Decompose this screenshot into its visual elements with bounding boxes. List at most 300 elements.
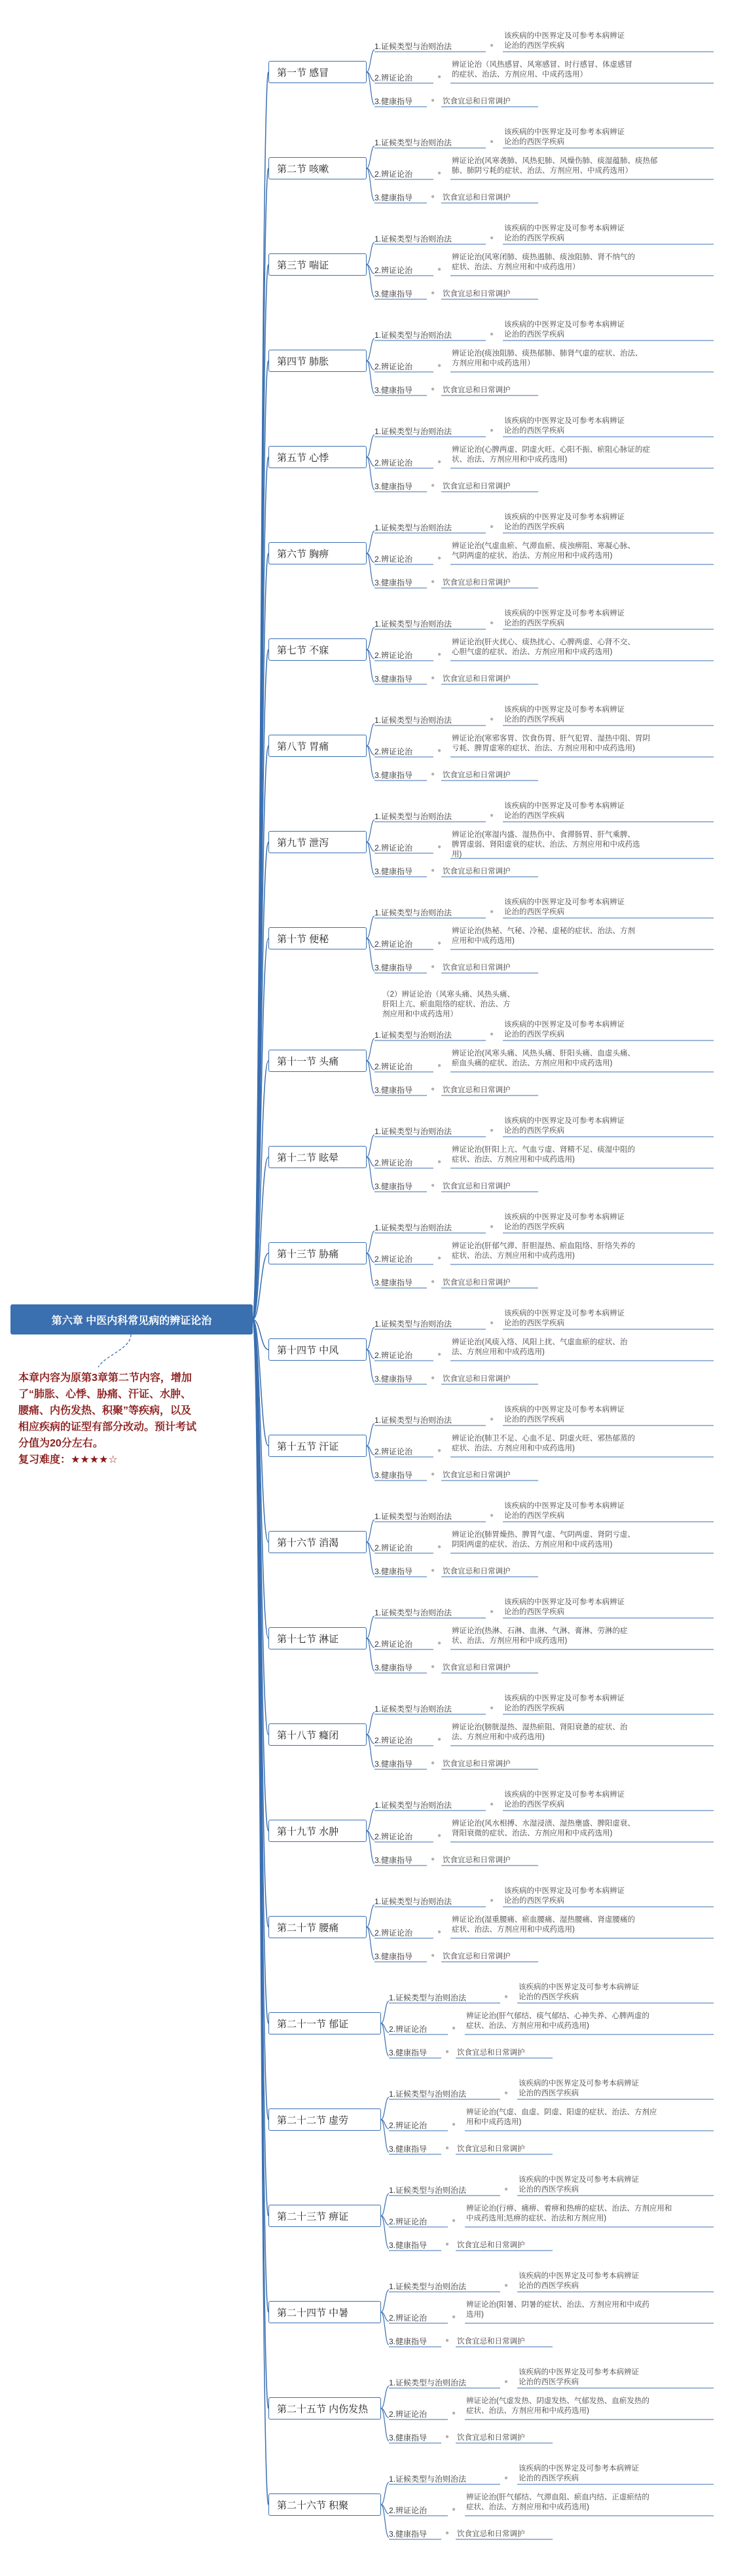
dot-separator: ● — [431, 1278, 435, 1285]
syndrome-label[interactable]: 2.辨证论治 — [374, 1062, 413, 1071]
disease-reference-line: 论治的西医学疾病 — [504, 1416, 564, 1424]
description-line: 脾胃虚弱、肾阳虚衰的症状、治法、方剂应用和中成药选 — [452, 841, 640, 849]
description-line: 用) — [452, 851, 462, 858]
section-node[interactable]: 第二节 咳嗽 — [268, 157, 367, 179]
section-node[interactable]: 第十五节 汗证 — [268, 1435, 367, 1457]
section-node[interactable]: 第二十三节 痹证 — [268, 2205, 381, 2227]
health-label[interactable]: 3.健康指导 — [374, 771, 413, 780]
health-label[interactable]: 3.健康指导 — [374, 1278, 413, 1287]
dot-separator: ● — [452, 2121, 456, 2128]
dot-separator: ● — [504, 2282, 509, 2289]
pre-note-line: 剂应用和中成药选用） — [382, 1010, 458, 1018]
connector — [367, 531, 374, 553]
connector — [367, 1905, 374, 1927]
dot-separator: ● — [490, 716, 494, 723]
dot-separator: ● — [452, 2217, 456, 2224]
disease-reference-line: 论治的西医学疾病 — [519, 1993, 579, 2001]
connector — [367, 820, 374, 842]
syndrome-label[interactable]: 2.辨证论治 — [374, 843, 413, 853]
description-line: 辨证论治(热淋、石淋、血淋、气淋、膏淋、劳淋的症 — [452, 1627, 628, 1635]
syndrome-label[interactable]: 2.辨证论治 — [389, 2025, 428, 2034]
disease-reference — [504, 705, 625, 725]
connector — [367, 1542, 374, 1551]
dot-separator: ● — [437, 940, 442, 947]
section-node[interactable]: 第二十节 腰痛 — [268, 1916, 367, 1938]
health-label[interactable]: 3.健康指导 — [374, 674, 413, 684]
health-label[interactable]: 3.健康指导 — [389, 2433, 428, 2442]
description-line: 辨证论治(肝阳上亢、气血亏虚、肾精不足、痰湿中阻的 — [452, 1146, 635, 1154]
description-line: 辨证论治(肝火扰心、痰热扰心、心脾两虚、心肾不交、 — [452, 638, 635, 646]
description-line: 症状、治法、方剂应用和中成药选用） — [452, 263, 580, 271]
dot-separator: ● — [504, 2378, 509, 2385]
disease-reference — [504, 320, 625, 340]
diet-guidance: 饮食宜忌和日常调护 — [443, 194, 511, 202]
classification-label[interactable]: 1.证候类型与治则治法 — [374, 1127, 452, 1136]
connector — [381, 2120, 389, 2129]
section-node[interactable]: 第三节 喘证 — [268, 253, 367, 276]
classification-label[interactable]: 1.证候类型与治则治法 — [374, 716, 452, 725]
disease-reference-line: 论治的西医学疾病 — [504, 523, 564, 531]
connector — [253, 265, 268, 1319]
classification-label[interactable]: 1.证候类型与治则治法 — [374, 1704, 452, 1714]
disease-reference — [504, 128, 625, 147]
disease-reference-line: 该疾病的中医界定及可参考本病辨证 — [504, 1695, 625, 1702]
classification-label[interactable]: 1.证候类型与治则治法 — [389, 2378, 467, 2387]
disease-reference-line: 该疾病的中医界定及可参考本病辨证 — [504, 1310, 625, 1317]
connector — [253, 457, 268, 1319]
connector — [253, 650, 268, 1319]
description-line: 症状、治法、方剂应用和中成药选用) — [452, 1926, 575, 1934]
connector — [381, 2505, 389, 2537]
connector — [381, 2120, 389, 2152]
syndrome-description — [452, 1627, 627, 1646]
description-line: 辨证论治(寒湿内盛、湿热伤中、食滞肠胃、肝气乘脾、 — [452, 831, 635, 839]
syndrome-label[interactable]: 2.辨证论治 — [374, 940, 413, 949]
connector — [367, 1157, 374, 1166]
connector — [381, 2408, 389, 2441]
diet-guidance: 饮食宜忌和日常调护 — [443, 1953, 511, 1960]
description-line: 辨证论治(肺卫不足、心血不足、阴虚火旺、邪热郁蒸的 — [452, 1435, 635, 1443]
syndrome-label[interactable]: 2.辨证论治 — [374, 747, 413, 756]
syndrome-label[interactable]: 2.辨证论治 — [374, 1255, 413, 1264]
diet-guidance: 饮食宜忌和日常调护 — [443, 386, 511, 394]
syndrome-label[interactable]: 2.辨证论治 — [374, 1447, 413, 1456]
classification-label[interactable]: 1.证候类型与治则治法 — [374, 1319, 452, 1329]
disease-reference-line: 该疾病的中医界定及可参考本病辨证 — [504, 1021, 625, 1029]
connector — [253, 1319, 268, 1350]
section-node[interactable]: 第十七节 淋证 — [268, 1627, 367, 1649]
section-node[interactable]: 第十四节 中风 — [268, 1338, 367, 1361]
syndrome-description — [452, 253, 635, 272]
health-label[interactable]: 3.健康指导 — [374, 482, 413, 491]
syndrome-label[interactable]: 2.辨证论治 — [374, 1736, 413, 1745]
disease-reference-line: 该疾病的中医界定及可参考本病辨证 — [504, 1213, 625, 1221]
classification-label[interactable]: 1.证候类型与治则治法 — [389, 2186, 467, 2195]
syndrome-label[interactable]: 2.辨证论治 — [374, 1640, 413, 1649]
description-line: 法、方剂应用和中成药选用) — [452, 1733, 545, 1741]
health-label[interactable]: 3.健康指导 — [389, 2048, 428, 2057]
health-label[interactable]: 3.健康指导 — [374, 1856, 413, 1865]
diet-guidance: 饮食宜忌和日常调护 — [443, 1279, 511, 1287]
description-line: 辨证论治(肝气郁结、痰气郁结、心神失养、心脾两虚的 — [466, 2012, 649, 2020]
description-line: 选用) — [466, 2311, 484, 2319]
connector — [367, 1061, 374, 1070]
health-label[interactable]: 3.健康指导 — [374, 1374, 413, 1384]
syndrome-label[interactable]: 2.辨证论治 — [374, 266, 413, 275]
connector — [381, 2290, 389, 2312]
health-label[interactable]: 3.健康指导 — [374, 193, 413, 202]
syndrome-description — [452, 638, 635, 657]
syndrome-description — [452, 1530, 635, 1550]
dot-separator: ● — [490, 1897, 494, 1904]
connector — [367, 242, 374, 265]
disease-reference — [519, 2368, 639, 2387]
disease-reference-line: 论治的西医学疾病 — [519, 2282, 579, 2290]
description-line: 辨证论治(风寒袭肺、风热犯肺、风燥伤肺、痰湿蕴肺、痰热郁 — [452, 157, 658, 165]
connector — [367, 938, 374, 948]
section-node[interactable]: 第四节 肺胀 — [268, 350, 367, 372]
health-label[interactable]: 3.健康指导 — [374, 289, 413, 299]
description-line: 症状、治法、方剂应用和中成药选用) — [466, 2503, 589, 2511]
classification-label[interactable]: 1.证候类型与治则治法 — [374, 138, 452, 147]
description-line: 瘀血头痛的症状、治法、方剂应用和中成药选用) — [452, 1059, 613, 1067]
syndrome-description — [452, 830, 640, 860]
connector — [367, 1350, 374, 1359]
connector — [367, 168, 374, 177]
description-line: 辨证论治(风水相搏、水湿浸渍、湿热壅盛、脾阳虚衰、 — [452, 1820, 635, 1828]
section-node[interactable]: 第十八节 癃闭 — [268, 1723, 367, 1746]
syndrome-label[interactable]: 2.辨证论治 — [374, 73, 413, 83]
connector — [367, 1253, 374, 1262]
connector — [367, 1424, 374, 1446]
description-line: 辨证论治(寒邪客胃、饮食伤胃、肝气犯胃、湿热中阻、胃阴 — [452, 735, 650, 743]
description-line: 症状、治法、方剂应用和中成药选用) — [466, 2407, 589, 2415]
disease-reference — [504, 31, 625, 51]
health-label[interactable]: 3.健康指导 — [374, 963, 413, 972]
section-node[interactable]: 第十三节 胁痛 — [268, 1242, 367, 1264]
section-node[interactable]: 第十九节 水肿 — [268, 1820, 367, 1842]
connector — [367, 435, 374, 457]
description-line: 辨证论治（风热感冒、风寒感冒、时行感冒、体虚感冒 — [452, 61, 632, 69]
syndrome-label[interactable]: 2.辨证论治 — [389, 2313, 428, 2323]
dot-separator: ● — [445, 2433, 450, 2440]
description-line: 气阴两虚的症状、治法、方剂应用和中成药选用) — [452, 552, 613, 560]
health-label[interactable]: 3.健康指导 — [374, 1663, 413, 1672]
diet-guidance: 饮食宜忌和日常调护 — [457, 2049, 525, 2057]
classification-label[interactable]: 1.证候类型与治则治法 — [374, 1031, 452, 1040]
section-node[interactable]: 第二十四节 中暑 — [268, 2301, 381, 2323]
disease-reference-line: 该疾病的中医界定及可参考本病辨证 — [504, 1887, 625, 1895]
syndrome-label[interactable]: 2.辨证论治 — [389, 2217, 428, 2226]
connector — [367, 938, 374, 971]
connector — [367, 1809, 374, 1831]
connector — [367, 361, 374, 370]
syndrome-label[interactable]: 2.辨证论治 — [374, 1158, 413, 1168]
pre-note-line: 肝阳上亢、瘀血阻络的症状、治法、方 — [382, 1001, 511, 1008]
syndrome-description — [452, 1242, 635, 1261]
dot-separator: ● — [490, 1127, 494, 1134]
syndrome-label[interactable]: 2.辨证论治 — [374, 1928, 413, 1938]
diet-guidance: 饮食宜忌和日常调护 — [443, 483, 511, 490]
health-label[interactable]: 3.健康指导 — [374, 1759, 413, 1769]
connector — [367, 650, 374, 659]
classification-label[interactable]: 1.证候类型与治则治法 — [374, 619, 452, 629]
classification-label[interactable]: 1.证候类型与治则治法 — [374, 812, 452, 821]
dot-separator: ● — [490, 1031, 494, 1038]
dot-separator: ● — [490, 1223, 494, 1230]
connector — [253, 1253, 268, 1319]
connector — [381, 2408, 389, 2418]
syndrome-label[interactable]: 2.辨证论治 — [374, 170, 413, 179]
note-line: 复习难度：★★★★☆ — [18, 1454, 118, 1465]
connector — [367, 50, 374, 72]
disease-reference-line: 该疾病的中医界定及可参考本病辨证 — [519, 2176, 639, 2184]
syndrome-label[interactable]: 2.辨证论治 — [374, 555, 413, 564]
description-line: 辨证论治(肝郁气滞、肝胆湿热、瘀血阻络、肝络失养的 — [452, 1242, 635, 1250]
connector — [367, 339, 374, 361]
disease-reference-line: 论治的西医学疾病 — [504, 1512, 564, 1520]
syndrome-description — [452, 734, 650, 754]
disease-reference — [504, 513, 625, 532]
disease-reference — [504, 1213, 625, 1232]
syndrome-label[interactable]: 2.辨证论治 — [389, 2410, 428, 2419]
diet-guidance: 饮食宜忌和日常调护 — [443, 98, 511, 105]
dot-separator: ● — [437, 1062, 442, 1069]
section-node[interactable]: 第十二节 眩晕 — [268, 1146, 367, 1168]
disease-reference-line: 该疾病的中医界定及可参考本病辨证 — [504, 225, 625, 232]
health-label[interactable]: 3.健康指导 — [389, 2530, 428, 2539]
classification-label[interactable]: 1.证候类型与治则治法 — [374, 1223, 452, 1232]
description-line: 症状、治法、方剂应用和中成药选用) — [452, 1156, 575, 1164]
syndrome-description — [452, 1049, 635, 1069]
classification-label[interactable]: 1.证候类型与治则治法 — [374, 42, 452, 51]
section-node[interactable]: 第十节 便秘 — [268, 927, 367, 949]
syndrome-description — [452, 1434, 635, 1454]
classification-label[interactable]: 1.证候类型与治则治法 — [374, 427, 452, 436]
disease-reference — [504, 1405, 625, 1425]
syndrome-description — [452, 445, 650, 465]
disease-reference-line: 论治的西医学疾病 — [504, 619, 564, 627]
connector — [381, 2386, 389, 2408]
dot-separator: ● — [445, 2241, 450, 2248]
pre-note-line: （2）辨证论治（风寒头痛、风热头痛、 — [382, 991, 515, 999]
diet-guidance: 饮食宜忌和日常调护 — [457, 2241, 525, 2249]
dot-separator: ● — [437, 1447, 442, 1454]
disease-reference-line: 论治的西医学疾病 — [504, 1031, 564, 1039]
dot-separator: ● — [490, 1704, 494, 1712]
health-label[interactable]: 3.健康指导 — [374, 1086, 413, 1095]
disease-reference-line: 论治的西医学疾病 — [504, 234, 564, 242]
syndrome-description — [452, 1338, 627, 1357]
disease-reference-line: 论治的西医学疾病 — [504, 908, 564, 916]
disease-reference-line: 该疾病的中医界定及可参考本病辨证 — [519, 2080, 639, 2088]
description-line: 亏耗、脾胃虚寒的症状、治法、方剂应用和中成药选用) — [452, 745, 635, 752]
disease-reference — [504, 898, 625, 917]
connector — [253, 168, 268, 1319]
syndrome-description — [452, 1819, 635, 1839]
disease-reference-line: 该疾病的中医界定及可参考本病辨证 — [504, 706, 625, 714]
health-label[interactable]: 3.健康指导 — [374, 578, 413, 587]
section-node[interactable]: 第七节 不寐 — [268, 638, 367, 661]
connector — [367, 168, 374, 201]
dot-separator: ● — [445, 2530, 450, 2537]
connector — [381, 2482, 389, 2505]
description-line: 症状、治法、方剂应用和中成药选用) — [452, 1444, 575, 1452]
dot-separator: ● — [490, 1608, 494, 1615]
disease-reference — [504, 224, 625, 244]
connector — [253, 1061, 268, 1319]
classification-label[interactable]: 1.证候类型与治则治法 — [374, 908, 452, 917]
classification-label[interactable]: 1.证候类型与治则治法 — [374, 1416, 452, 1425]
connector — [367, 1616, 374, 1638]
diet-guidance: 饮食宜忌和日常调护 — [457, 2434, 525, 2442]
description-line: 状、治法、方剂应用和中成药选用) — [452, 1637, 568, 1645]
section-node[interactable]: 第六节 胸痹 — [268, 542, 367, 564]
connector — [381, 2505, 389, 2514]
dot-separator: ● — [431, 1856, 435, 1863]
disease-reference-line: 论治的西医学疾病 — [504, 138, 564, 146]
dot-separator: ● — [431, 1663, 435, 1670]
connector — [253, 938, 268, 1319]
classification-label[interactable]: 1.证候类型与治则治法 — [389, 2089, 467, 2099]
syndrome-label[interactable]: 2.辨证论治 — [374, 1543, 413, 1553]
classification-label[interactable]: 1.证候类型与治则治法 — [374, 1512, 452, 1521]
dot-separator: ● — [445, 2048, 450, 2055]
description-line: 辨证论治(风寒闭肺、痰热遏肺、痰浊阻肺、肾不纳气的 — [452, 253, 635, 261]
pre-note — [382, 990, 515, 1020]
connector — [367, 72, 374, 81]
disease-reference-line: 该疾病的中医界定及可参考本病辨证 — [504, 321, 625, 329]
dot-separator: ● — [431, 289, 435, 297]
syndrome-description — [466, 2397, 649, 2416]
dot-separator: ● — [437, 843, 442, 851]
connector — [367, 1735, 374, 1744]
description-line: 辨证论治(行痹、痛痹、着痹和热痹的症状、治法、方剂应用和 — [466, 2205, 672, 2213]
description-line: 辨证论治(热秘、气秘、冷秘、虚秘的症状、治法、方剂 — [452, 927, 635, 935]
disease-reference-line: 该疾病的中医界定及可参考本病辨证 — [504, 32, 625, 40]
dot-separator: ● — [490, 1416, 494, 1423]
description-line: 辨证论治(膀胱湿热、湿热瘀阻、肾阳衰惫的症状、治 — [452, 1723, 628, 1731]
section-node[interactable]: 第二十一节 郁证 — [268, 2012, 381, 2034]
dot-separator: ● — [431, 1952, 435, 1959]
syndrome-label[interactable]: 2.辨证论治 — [374, 1832, 413, 1841]
dot-separator: ● — [452, 2410, 456, 2417]
classification-label[interactable]: 1.证候类型与治则治法 — [389, 1993, 467, 2002]
syndrome-description — [452, 927, 635, 946]
dot-separator: ● — [431, 674, 435, 682]
health-label[interactable]: 3.健康指导 — [374, 867, 413, 876]
syndrome-label[interactable]: 2.辨证论治 — [374, 651, 413, 660]
classification-label[interactable]: 1.证候类型与治则治法 — [374, 523, 452, 532]
section-node[interactable]: 第十一节 头痛 — [268, 1050, 367, 1072]
classification-label[interactable]: 1.证候类型与治则治法 — [374, 1608, 452, 1617]
health-label[interactable]: 3.健康指导 — [374, 97, 413, 106]
dot-separator: ● — [431, 1471, 435, 1478]
connector — [253, 842, 268, 1319]
health-label[interactable]: 3.健康指导 — [374, 1471, 413, 1480]
dot-separator: ● — [490, 523, 494, 530]
syndrome-label[interactable]: 2.辨证论治 — [374, 458, 413, 468]
disease-reference-line: 论治的西医学疾病 — [504, 1704, 564, 1712]
description-line: 法、方剂应用和中成药选用) — [452, 1348, 545, 1356]
note-line: 分值为20分左右。 — [18, 1438, 103, 1449]
dot-separator: ● — [431, 867, 435, 874]
connector — [367, 1446, 374, 1479]
syndrome-label[interactable]: 2.辨证论治 — [374, 1351, 413, 1360]
connector — [367, 627, 374, 650]
section-node[interactable]: 第九节 泄泻 — [268, 831, 367, 853]
section-node[interactable]: 第二十五节 内伤发热 — [268, 2397, 381, 2420]
disease-reference-line: 论治的西医学疾病 — [519, 2089, 579, 2097]
dot-separator: ● — [452, 2313, 456, 2321]
health-label[interactable]: 3.健康指导 — [389, 2241, 428, 2250]
disease-reference-line: 该疾病的中医界定及可参考本病辨证 — [504, 802, 625, 810]
health-label[interactable]: 3.健康指导 — [374, 1567, 413, 1576]
description-line: 状、治法、方剂应用和中成药选用) — [452, 456, 568, 464]
syndrome-label[interactable]: 2.辨证论治 — [374, 362, 413, 371]
connector — [253, 1319, 268, 2312]
diet-guidance: 饮食宜忌和日常调护 — [443, 1086, 511, 1094]
section-node[interactable]: 第二十六节 积聚 — [268, 2493, 381, 2516]
classification-label[interactable]: 1.证候类型与治则治法 — [374, 331, 452, 340]
connector — [253, 1319, 268, 1638]
disease-reference-line: 该疾病的中医界定及可参考本病辨证 — [504, 1117, 625, 1125]
note-line: 腰痛、内伤发热、积聚”等疾病，以及 — [18, 1405, 192, 1416]
diet-guidance: 饮食宜忌和日常调护 — [443, 1183, 511, 1190]
health-label[interactable]: 3.健康指导 — [389, 2144, 428, 2154]
connector — [367, 1542, 374, 1575]
dot-separator: ● — [504, 2186, 509, 2193]
dot-separator: ● — [504, 2475, 509, 2482]
syndrome-description — [452, 1723, 627, 1742]
dot-separator: ● — [490, 908, 494, 915]
dot-separator: ● — [431, 1374, 435, 1382]
root-topic[interactable]: 第六章 中医内科常见病的辨证论治 — [10, 1304, 253, 1334]
description-line: 肾阳衰微的症状、治法、方剂应用和中成药选用) — [452, 1830, 613, 1837]
dot-separator: ● — [437, 747, 442, 754]
dot-separator: ● — [431, 386, 435, 393]
disease-reference — [504, 1020, 625, 1040]
section-node[interactable]: 第一节 感冒 — [268, 61, 367, 83]
classification-label[interactable]: 1.证候类型与治则治法 — [374, 1897, 452, 1906]
disease-reference-line: 该疾病的中医界定及可参考本病辨证 — [519, 2272, 639, 2280]
connector — [367, 724, 374, 746]
classification-label[interactable]: 1.证候类型与治则治法 — [389, 2282, 467, 2291]
section-node[interactable]: 第五节 心悸 — [268, 446, 367, 468]
classification-label[interactable]: 1.证候类型与治则治法 — [374, 234, 452, 244]
section-node[interactable]: 第八节 胃痛 — [268, 735, 367, 757]
health-label[interactable]: 3.健康指导 — [374, 1952, 413, 1961]
disease-reference — [504, 1309, 625, 1329]
dot-separator: ● — [431, 1567, 435, 1574]
connector — [367, 650, 374, 682]
syndrome-label[interactable]: 2.辨证论治 — [389, 2121, 428, 2130]
health-label[interactable]: 3.健康指导 — [374, 386, 413, 395]
dot-separator: ● — [437, 1928, 442, 1936]
classification-label[interactable]: 1.证候类型与治则治法 — [389, 2475, 467, 2484]
disease-reference-line: 该疾病的中医界定及可参考本病辨证 — [504, 1502, 625, 1510]
classification-label[interactable]: 1.证候类型与治则治法 — [374, 1801, 452, 1810]
health-label[interactable]: 3.健康指导 — [374, 1182, 413, 1191]
connector — [367, 1135, 374, 1157]
syndrome-description — [466, 2204, 672, 2224]
section-node[interactable]: 第二十二节 虚劳 — [268, 2108, 381, 2131]
syndrome-description — [466, 2108, 657, 2127]
syndrome-label[interactable]: 2.辨证论治 — [389, 2506, 428, 2515]
health-label[interactable]: 3.健康指导 — [389, 2337, 428, 2346]
section-node[interactable]: 第十六节 消渴 — [268, 1531, 367, 1553]
disease-reference-line: 该疾病的中医界定及可参考本病辨证 — [504, 1791, 625, 1799]
